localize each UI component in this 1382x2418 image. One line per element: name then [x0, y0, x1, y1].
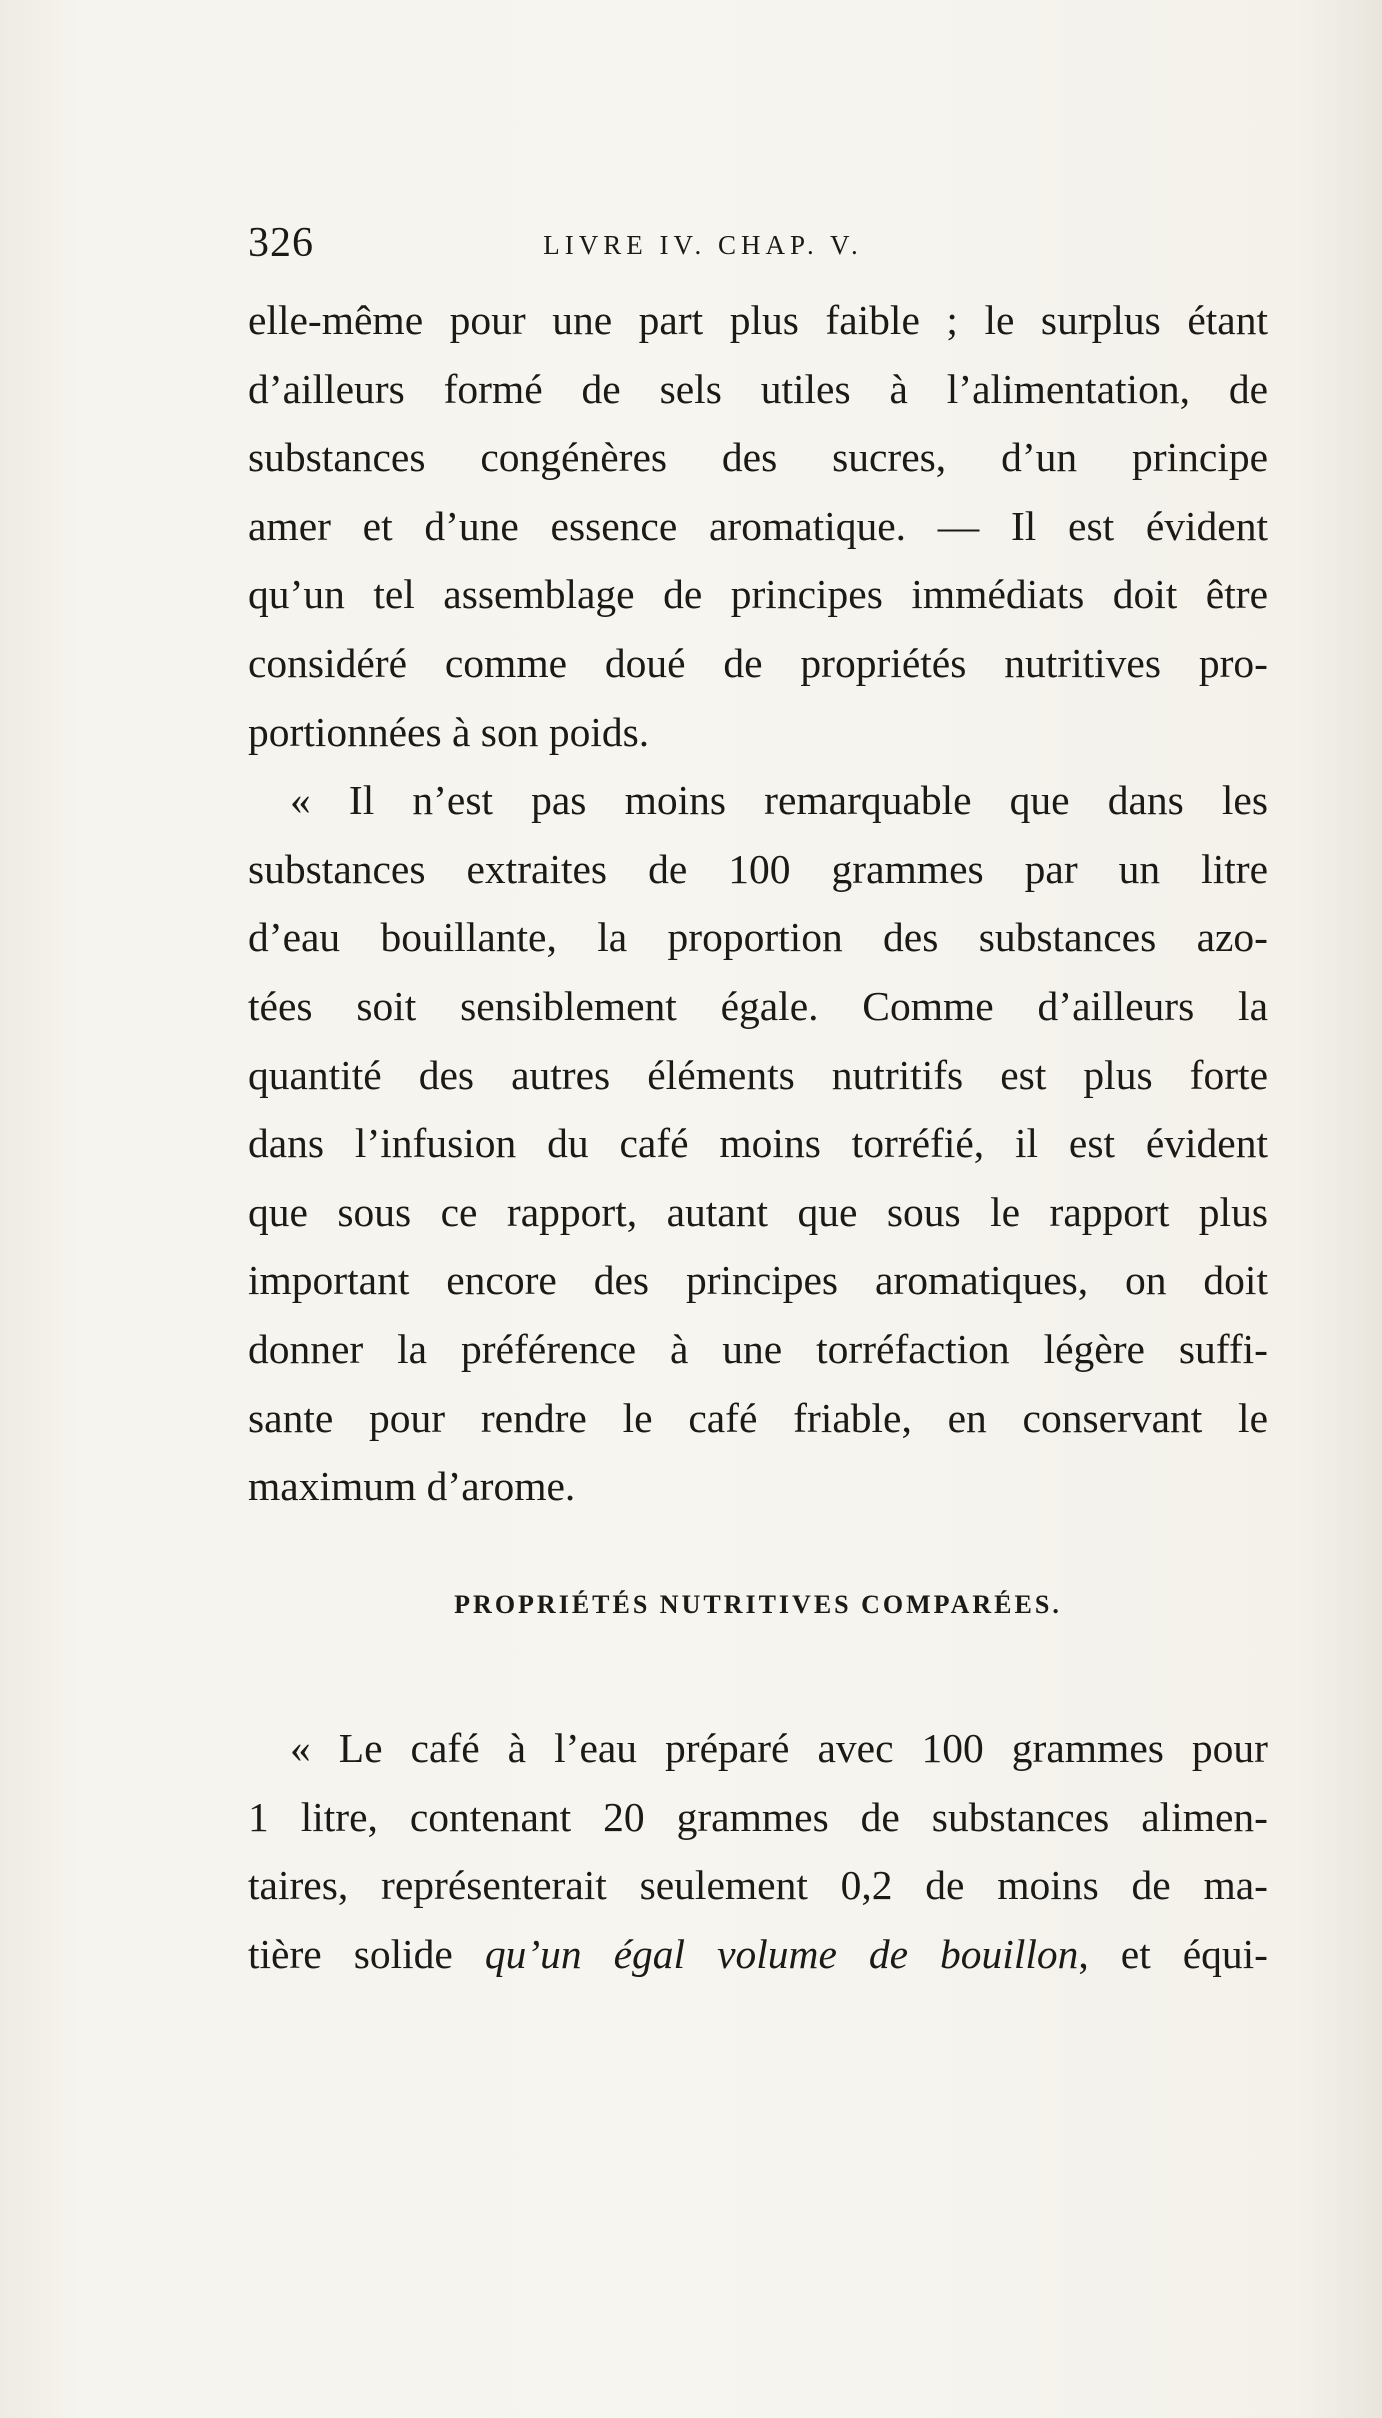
text-line: quantité des autres éléments nutritifs est plus forte: [248, 1051, 1268, 1098]
text-line: que sous ce rapport, autant que sous le rapport plus: [248, 1188, 1268, 1235]
text-line: donner la préférence à une torréfaction légère suffi-: [248, 1325, 1268, 1372]
page-number: 326: [248, 220, 314, 266]
text-segment: tière solide: [248, 1930, 485, 1977]
italic-phrase: qu’un égal volume de bouillon: [484, 1930, 1079, 1977]
text-line: portionnées à son poids.: [248, 708, 650, 755]
body-text-continued: [248, 1714, 1268, 1988]
body-text: [248, 286, 1268, 1521]
text-line: « Le café à l’eau préparé avec 100 grammes pour: [290, 1725, 1268, 1771]
running-head: [248, 218, 1268, 268]
text-line: taires, représenterait seulement 0,2 de moins de ma-: [248, 1862, 1268, 1909]
text-line: d’eau bouillante, la proportion des substances azo-: [248, 914, 1268, 961]
text-line: important encore des principes aromatiques, on doit: [248, 1257, 1268, 1304]
text-line-final: [248, 1920, 1268, 1989]
text-line: tées soit sensiblement égale. Comme d’ailleurs la: [248, 982, 1268, 1029]
text-line: amer et d’une essence aromatique. — Il est évident: [248, 502, 1268, 549]
text-line: substances extraites de 100 grammes par un litre: [248, 845, 1268, 892]
text-line: dans l’infusion du café moins torréfié, il est évident: [248, 1120, 1268, 1167]
text-segment: , et équi-: [1078, 1930, 1268, 1977]
section-heading: PROPRIÉTÉS NUTRITIVES COMPARÉES.: [454, 1590, 1062, 1619]
chapter-title: LIVRE IV. CHAP. V.: [543, 230, 863, 260]
text-line: d’ailleurs formé de sels utiles à l’alimentation, de: [248, 365, 1268, 412]
text-line: 1 litre, contenant 20 grammes de substances alimen-: [248, 1793, 1268, 1840]
text-line: considéré comme doué de propriétés nutritives pro-: [248, 639, 1268, 686]
text-line: qu’un tel assemblage de principes immédiats doit être: [248, 571, 1268, 618]
text-line: « Il n’est pas moins remarquable que dans les: [290, 777, 1268, 824]
text-line: sante pour rendre le café friable, en conservant le: [248, 1394, 1268, 1441]
text-line: maximum d’arome.: [248, 1463, 576, 1510]
text-line: elle-même pour une part plus faible ; le surplus étant: [248, 297, 1268, 343]
text-line: substances congénères des sucres, d’un principe: [248, 434, 1268, 481]
